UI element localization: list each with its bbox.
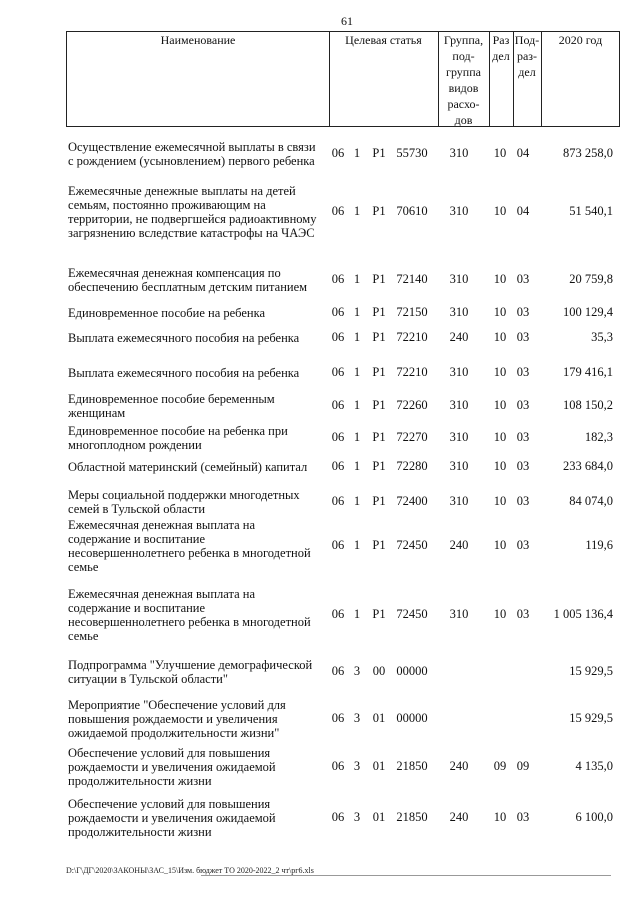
- row-c3: 01: [372, 711, 386, 725]
- row-subsection: 04: [516, 146, 530, 160]
- row-c4: 72260: [396, 398, 428, 412]
- row-name-line: многоплодном рождении: [68, 438, 202, 452]
- row-c2: 1: [353, 459, 361, 473]
- row-section: 10: [493, 398, 507, 412]
- table-row: [0, 658, 640, 686]
- row-c1: 06: [331, 607, 345, 621]
- row-name: [68, 266, 330, 294]
- row-name: [68, 424, 330, 452]
- row-name: [68, 518, 330, 574]
- row-name-line: Единовременное пособие беременным: [68, 392, 275, 406]
- row-c1: 06: [331, 494, 345, 508]
- row-c2: 1: [353, 204, 361, 218]
- row-c1: 06: [331, 430, 345, 444]
- row-c2: 1: [353, 430, 361, 444]
- row-c1: 06: [331, 272, 345, 286]
- table-row: [0, 587, 640, 643]
- row-name-line: Ежемесячная денежная выплата на: [68, 587, 255, 601]
- row-section: 10: [493, 330, 507, 344]
- row-subsection: 03: [516, 607, 530, 621]
- row-c1: 06: [331, 538, 345, 552]
- header-subsection-line: Под-: [514, 33, 540, 47]
- row-amount: 1 005 136,4: [553, 607, 613, 621]
- row-amount: 35,3: [591, 330, 613, 344]
- header-target-article: Целевая статья: [345, 33, 422, 47]
- row-name-line: Единовременное пособие на ребенка: [68, 306, 266, 320]
- row-name-line: Обеспечение условий для повышения: [68, 797, 271, 811]
- row-section: 10: [493, 305, 507, 319]
- row-c1: 06: [331, 664, 345, 678]
- row-c4: 55730: [396, 146, 428, 160]
- row-c1: 06: [331, 330, 345, 344]
- row-c3: Р1: [372, 430, 386, 444]
- header-subsection: [513, 32, 541, 126]
- row-name: [68, 797, 330, 839]
- header-section-line: Раз: [492, 33, 510, 47]
- header-group-line: дов: [454, 113, 473, 127]
- header-group-line: под-: [452, 49, 475, 63]
- table-row: [0, 140, 640, 168]
- row-c4: 72280: [396, 459, 428, 473]
- row-name: [68, 366, 330, 380]
- row-name-line: несовершеннолетнего ребенка в многодетной: [68, 615, 311, 629]
- row-amount: 4 135,0: [575, 759, 613, 773]
- row-group: 240: [449, 538, 469, 552]
- row-name-line: семье: [68, 560, 99, 574]
- row-c1: 06: [331, 365, 345, 379]
- header-group-line: видов: [448, 81, 479, 95]
- row-c1: 06: [331, 398, 345, 412]
- row-c3: Р1: [372, 459, 386, 473]
- row-c3: 01: [372, 759, 386, 773]
- row-name-line: несовершеннолетнего ребенка в многодетной: [68, 546, 311, 560]
- row-name-line: продолжительности жизни: [68, 825, 212, 839]
- row-name-line: загрязнению вследствие катастрофы на ЧАЭС: [68, 226, 315, 240]
- header-section: [489, 32, 513, 126]
- row-subsection: 04: [516, 204, 530, 218]
- row-name-line: ожидаемой продолжительности жизни": [68, 726, 280, 740]
- row-name-line: Мероприятие "Обеспечение условий для: [68, 698, 286, 712]
- row-name-line: территории, не подвергшейся радиоактивному: [68, 212, 317, 226]
- row-group: 310: [449, 459, 469, 473]
- row-name: [68, 460, 330, 474]
- row-c3: Р1: [372, 538, 386, 552]
- row-section: 10: [493, 459, 507, 473]
- row-amount: 233 684,0: [563, 459, 613, 473]
- row-c2: 1: [353, 146, 361, 160]
- row-c1: 06: [331, 459, 345, 473]
- row-c4: 72150: [396, 305, 428, 319]
- row-c4: 72450: [396, 538, 428, 552]
- row-name-line: семьям, постоянно проживающим на: [68, 198, 266, 212]
- row-section: 10: [493, 494, 507, 508]
- row-subsection: 03: [516, 272, 530, 286]
- row-c3: Р1: [372, 398, 386, 412]
- row-amount: 84 074,0: [569, 494, 613, 508]
- row-c4: 72400: [396, 494, 428, 508]
- row-name-line: с рождением (усыновлением) первого ребенка: [68, 154, 315, 168]
- header-subsection-line: раз-: [516, 49, 538, 63]
- row-c4: 72210: [396, 365, 428, 379]
- row-name: [68, 658, 330, 686]
- row-section: 10: [493, 365, 507, 379]
- row-name: [68, 140, 330, 168]
- row-c3: Р1: [372, 330, 386, 344]
- page-number: 61: [341, 14, 353, 28]
- row-group: 240: [449, 759, 469, 773]
- row-c4: 72210: [396, 330, 428, 344]
- row-group: 310: [449, 494, 469, 508]
- row-subsection: 03: [516, 330, 530, 344]
- row-name: [68, 587, 330, 643]
- row-name-line: содержание и воспитание: [68, 532, 206, 546]
- row-name: [68, 392, 330, 420]
- row-name: [68, 331, 330, 345]
- row-subsection: 03: [516, 305, 530, 319]
- row-name-line: Подпрограмма "Улучшение демографической: [68, 658, 313, 672]
- row-subsection: 03: [516, 459, 530, 473]
- row-group: 310: [449, 272, 469, 286]
- row-c1: 06: [331, 146, 345, 160]
- row-section: 10: [493, 146, 507, 160]
- row-section: 10: [493, 430, 507, 444]
- row-name: [68, 184, 330, 240]
- row-name-line: содержание и воспитание: [68, 601, 206, 615]
- row-c2: 1: [353, 330, 361, 344]
- row-c3: Р1: [372, 146, 386, 160]
- row-name-line: Ежемесячная денежная компенсация по: [68, 266, 281, 280]
- row-c4: 72270: [396, 430, 428, 444]
- row-c2: 1: [353, 398, 361, 412]
- row-amount: 6 100,0: [575, 810, 613, 824]
- row-subsection: 03: [516, 538, 530, 552]
- row-c2: 1: [353, 272, 361, 286]
- row-group: 310: [449, 365, 469, 379]
- row-section: 10: [493, 204, 507, 218]
- row-c3: Р1: [372, 204, 386, 218]
- row-c3: Р1: [372, 365, 386, 379]
- row-group: 240: [449, 810, 469, 824]
- row-c1: 06: [331, 711, 345, 725]
- row-group: 310: [449, 398, 469, 412]
- row-c2: 1: [353, 365, 361, 379]
- row-c3: 01: [372, 810, 386, 824]
- row-group: 310: [449, 204, 469, 218]
- table-row: [0, 488, 640, 516]
- table-row: [0, 424, 640, 452]
- header-group-line: расхо-: [447, 97, 480, 111]
- row-group: 310: [449, 430, 469, 444]
- table-row: [0, 331, 640, 345]
- row-group: 310: [449, 305, 469, 319]
- row-amount: 15 929,5: [569, 711, 613, 725]
- row-name-line: Осуществление ежемесячной выплаты в связи: [68, 140, 316, 154]
- row-name-line: семье: [68, 629, 99, 643]
- row-name-line: Ежемесячная денежная выплата на: [68, 518, 255, 532]
- header-group: [438, 32, 489, 126]
- row-c2: 3: [353, 711, 361, 725]
- row-c3: Р1: [372, 607, 386, 621]
- row-c4: 00000: [396, 664, 428, 678]
- row-section: 09: [493, 759, 507, 773]
- footer-rule: [201, 875, 611, 876]
- table-row: [0, 184, 640, 240]
- row-name-line: Выплата ежемесячного пособия на ребенка: [68, 366, 300, 380]
- row-name: [68, 698, 330, 740]
- row-name: [68, 306, 330, 320]
- row-name-line: Областной материнский (семейный) капитал: [68, 460, 308, 474]
- row-name-line: семей в Тульской области: [68, 502, 206, 516]
- row-c2: 1: [353, 607, 361, 621]
- row-section: 10: [493, 538, 507, 552]
- row-amount: 119,6: [585, 538, 613, 552]
- row-c2: 3: [353, 664, 361, 678]
- table-row: [0, 460, 640, 474]
- row-amount: 182,3: [584, 430, 613, 444]
- row-c3: 00: [372, 664, 386, 678]
- row-name-line: Ежемесячные денежные выплаты на детей: [68, 184, 296, 198]
- header-year: 2020 год: [558, 33, 603, 47]
- row-c3: Р1: [372, 494, 386, 508]
- row-name-line: Единовременное пособие на ребенка при: [68, 424, 288, 438]
- table-row: [0, 746, 640, 788]
- row-subsection: 03: [516, 365, 530, 379]
- row-group: 310: [449, 607, 469, 621]
- row-c4: 72450: [396, 607, 428, 621]
- table-row: [0, 366, 640, 380]
- row-name-line: ситуации в Тульской области": [68, 672, 228, 686]
- row-c1: 06: [331, 204, 345, 218]
- row-name-line: рождаемости и увеличения ожидаемой: [68, 760, 276, 774]
- row-amount: 15 929,5: [569, 664, 613, 678]
- row-amount: 873 258,0: [563, 146, 613, 160]
- header-section-line: дел: [492, 49, 510, 63]
- row-c2: 1: [353, 305, 361, 319]
- row-c3: Р1: [372, 305, 386, 319]
- row-c4: 72140: [396, 272, 428, 286]
- row-name-line: Меры социальной поддержки многодетных: [68, 488, 300, 502]
- row-subsection: 03: [516, 398, 530, 412]
- row-c2: 3: [353, 759, 361, 773]
- table-row: [0, 797, 640, 839]
- row-name: [68, 746, 330, 788]
- row-name-line: рождаемости и увеличения ожидаемой: [68, 811, 276, 825]
- row-c4: 21850: [396, 810, 428, 824]
- row-name-line: продолжительности жизни: [68, 774, 212, 788]
- row-subsection: 03: [516, 494, 530, 508]
- row-name-line: обеспечению бесплатным детским питанием: [68, 280, 308, 294]
- row-amount: 51 540,1: [569, 204, 613, 218]
- table-row: [0, 392, 640, 420]
- row-c1: 06: [331, 305, 345, 319]
- row-section: 10: [493, 272, 507, 286]
- row-amount: 108 150,2: [563, 398, 613, 412]
- row-c1: 06: [331, 810, 345, 824]
- row-amount: 100 129,4: [563, 305, 613, 319]
- row-subsection: 03: [516, 810, 530, 824]
- row-c4: 70610: [396, 204, 428, 218]
- header-subsection-line: дел: [518, 65, 536, 79]
- header-group-line: группа: [446, 65, 481, 79]
- row-c3: Р1: [372, 272, 386, 286]
- table-row: [0, 518, 640, 574]
- row-section: 10: [493, 607, 507, 621]
- row-group: 240: [449, 330, 469, 344]
- file-path-footer: D:\Г\ДГ\2020\ЗАКОНЫ\ЗАС_15\Изм. бюджет ТО 2020-2022_2 чт\рг6.xls: [66, 866, 314, 875]
- row-c2: 1: [353, 538, 361, 552]
- row-name-line: Выплата ежемесячного пособия на ребенка: [68, 331, 300, 345]
- row-c4: 00000: [396, 711, 428, 725]
- table-header: [66, 31, 620, 127]
- row-c2: 3: [353, 810, 361, 824]
- row-name-line: Обеспечение условий для повышения: [68, 746, 271, 760]
- row-name: [68, 488, 330, 516]
- row-subsection: 03: [516, 430, 530, 444]
- table-row: [0, 306, 640, 320]
- row-c1: 06: [331, 759, 345, 773]
- row-section: 10: [493, 810, 507, 824]
- row-c2: 1: [353, 494, 361, 508]
- header-group-line: Группа,: [443, 33, 484, 47]
- row-c4: 21850: [396, 759, 428, 773]
- row-subsection: 09: [516, 759, 530, 773]
- table-row: [0, 266, 640, 294]
- table-row: [0, 698, 640, 740]
- row-name-line: повышения рождаемости и увеличения: [68, 712, 278, 726]
- row-amount: 179 416,1: [563, 365, 613, 379]
- row-name-line: женщинам: [68, 406, 126, 420]
- header-name: Наименование: [160, 33, 236, 47]
- row-group: 310: [449, 146, 469, 160]
- row-amount: 20 759,8: [569, 272, 613, 286]
